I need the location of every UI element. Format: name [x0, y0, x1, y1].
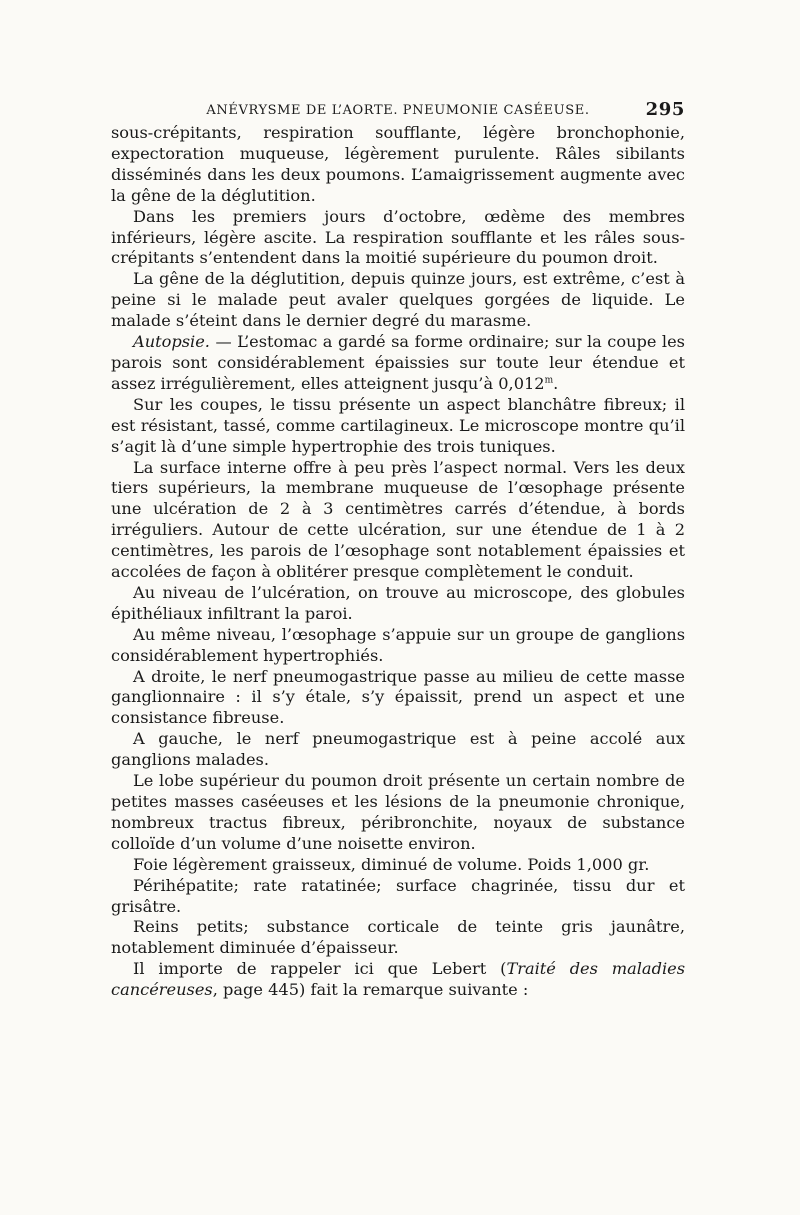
paragraph-lebert [111, 959, 685, 1001]
paragraph: Au même niveau, l’œsophage s’appuie sur un groupe de ganglions considérablement hypertrophiés. [111, 624, 685, 665]
paragraph: Dans les premiers jours d’octobre, œdème des membres inférieurs, légère ascite. La respiration soufflante et les râles sous-crépitants s’entendent dans la moitié supérieure du poumon droit. [111, 206, 685, 268]
running-head [111, 99, 685, 123]
paragraph-text: , page 445) fait la remarque suivante : [212, 980, 529, 1000]
paragraph: Reins petits; substance corticale de teinte gris jaunâtre, notablement diminuée d’épaisseur. [111, 917, 685, 958]
book-page [111, 99, 685, 1001]
paragraph: Au niveau de l’ulcération, on trouve au microscope, des globules épithéliaux infiltrant la paroi. [111, 582, 685, 623]
paragraph: La surface interne offre à peu près l’aspect normal. Vers les deux tiers supérieurs, la membrane muqueuse de l’œsophage présente une ulcération de 2 à 3 centimètres carrés d’étendue, à bords irréguliers. Autour de cette ulcération, sur une étendue de 1 à 2 centimètres, les parois de l’œsophage sont notablement épaissies et accolées de façon à oblitérer presque complètement le conduit. [111, 457, 685, 582]
paragraph-text: Il importe de rappeler ici que Lebert ( [133, 959, 507, 979]
page-number: 295 [645, 99, 685, 120]
book-title: Traité des maladies cancéreuses [111, 959, 686, 1000]
paragraph: Sur les coupes, le tissu présente un aspect blanchâtre fibreux; il est résistant, tassé, comme cartilagineux. Le microscope montre qu’il s’agit là d’une simple hypertrophie des trois tuniques. [111, 394, 685, 456]
paragraph: Le lobe supérieur du poumon droit présente un certain nombre de petites masses caséeuses et les lésions de la pneumonie chronique, nombreux tractus fibreux, péribronchite, noyaux de substance colloïde d’un volume d’une noisette environ. [111, 771, 685, 853]
paragraph-tail: . [553, 373, 559, 393]
body-text [111, 123, 685, 1001]
paragraph: Périhépatite; rate ratatinée; surface chagrinée, tissu dur et grisâtre. [111, 875, 685, 916]
paragraph: Foie légèrement graisseux, diminué de volume. Poids 1,000 gr. [133, 854, 650, 874]
paragraph: A droite, le nerf pneumogastrique passe au milieu de cette masse ganglionnaire : il s’y étale, s’y épaissit, prend un aspect et une consistance fibreuse. [111, 666, 685, 728]
paragraph-text: — L’estomac a gardé sa forme ordinaire; sur la coupe les parois sont considérablement épaissies sur toute leur étendue et assez irrégulièrement, elles atteignent jusqu’à 0,012 [111, 332, 685, 393]
paragraph: sous-crépitants, respiration soufflante, légère bronchophonie, expectoration muqueuse, légèrement purulente. Râles sibilants disséminés dans les deux poumons. L’amaigrissement augmente avec la gêne de la déglutition. [111, 123, 685, 205]
paragraph: A gauche, le nerf pneumogastrique est à peine accolé aux ganglions malades. [111, 729, 685, 770]
running-title: ANÉVRYSME DE L’AORTE. PNEUMONIE CASÉEUSE. [206, 103, 590, 118]
unit-superscript: m [544, 375, 554, 386]
paragraph-autopsie [111, 332, 685, 395]
autopsie-label: Autopsie. [133, 332, 210, 352]
paragraph: La gêne de la déglutition, depuis quinze jours, est extrême, c’est à peine si le malade peut avaler quelques gorgées de liquide. Le malade s’éteint dans le dernier degré du marasme. [111, 269, 685, 331]
